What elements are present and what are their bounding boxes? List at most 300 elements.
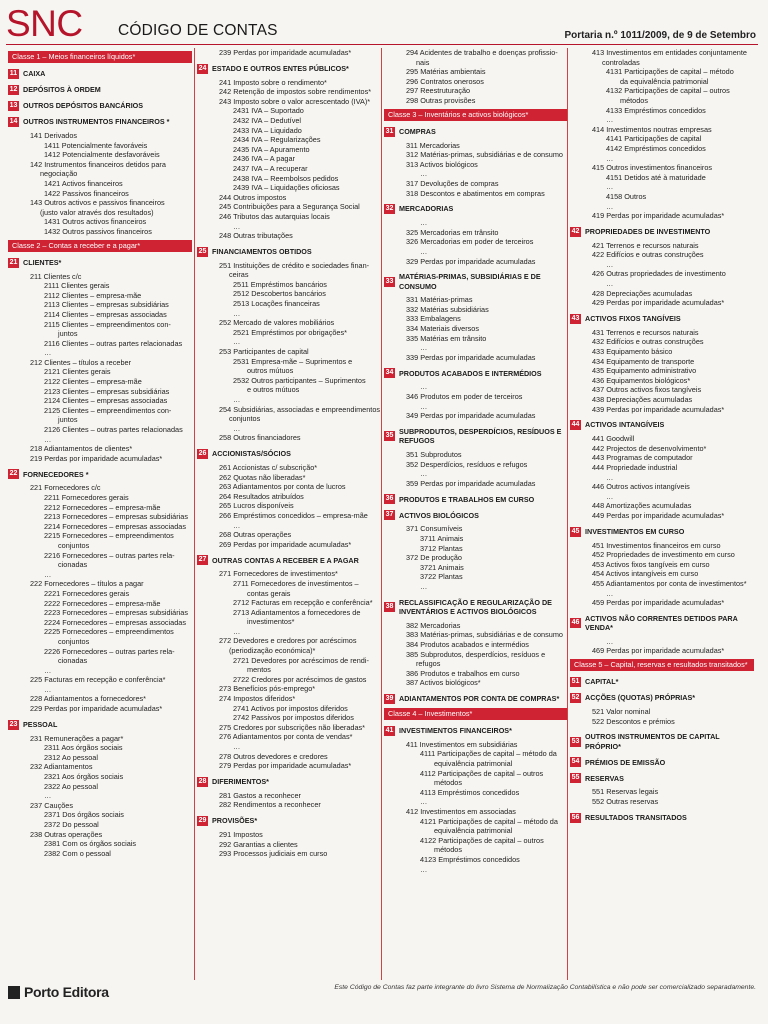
account-entry: 335 Matérias em trânsito [406, 333, 487, 343]
portaria-reference: Portaria n.º 1011/2009, de 9 de Setembro [564, 30, 756, 41]
account-number-badge: 29 [198, 816, 207, 824]
account-entry: 359 Perdas por imparidade acumuladas [406, 478, 536, 488]
account-entry: 2531 Empresa-mãe – Suprimentos e [233, 356, 353, 366]
account-entry: 332 Matérias subsidiárias [406, 304, 489, 314]
account-number-badge: 23 [9, 720, 18, 728]
column-1 [8, 48, 192, 978]
account-entry: 429 Perdas por imparidade acumuladas* [592, 298, 725, 308]
ellipsis: … [44, 434, 52, 444]
ellipsis: … [420, 218, 428, 228]
account-heading [570, 314, 754, 324]
account-entry: 438 Depreciações acumuladas [592, 395, 693, 404]
account-entry: 281 Gastos a reconhecer [219, 790, 301, 800]
account-entry: 1411 Potencialmente favoráveis [44, 140, 148, 150]
account-entry: conjuntos [229, 414, 261, 424]
account-entry: 419 Perdas por imparidade acumuladas* [592, 211, 725, 221]
account-number-badge: 39 [385, 694, 394, 702]
account-entry: conjuntos [58, 636, 90, 646]
account-number-badge: 12 [9, 86, 18, 93]
account-entry: 291 Impostos [219, 829, 263, 839]
account-entry: 282 Rendimentos a reconhecer [219, 800, 321, 810]
publisher-name: Porto Editora [24, 984, 109, 1000]
footer [8, 982, 758, 1006]
account-entry: 415 Outros investimentos financeiros [592, 163, 713, 173]
account-label: OUTRAS CONTAS A RECEBER E A PAGAR [212, 555, 359, 565]
account-entry: 2221 Fornecedores gerais [44, 588, 130, 598]
account-entry: 2382 Com o pessoal [44, 848, 111, 858]
account-heading [384, 598, 567, 617]
account-entry: 2713 Adiantamentos a fornecedores de [233, 607, 361, 617]
account-entry: 351 Subprodutos [406, 450, 462, 459]
ellipsis: … [606, 182, 614, 192]
account-label: COMPRAS [399, 126, 436, 136]
account-entry: 4142 Empréstimos concedidos [606, 143, 706, 153]
account-entry: 2371 Dos órgãos sociais [44, 810, 124, 820]
account-entry: 295 Matérias ambientais [406, 67, 486, 77]
account-heading [384, 726, 567, 736]
account-entry: 229 Perdas por imparidade acumuladas* [30, 704, 163, 714]
account-entry: equivalência patrimonial [434, 759, 513, 769]
account-entry: 2521 Empréstimos por obrigações* [233, 327, 347, 337]
account-heading [570, 757, 754, 767]
account-entry: 432 Edifícios e outras construções [592, 337, 704, 347]
account-entry: 413 Investimentos em entidades conjuntamente [592, 48, 747, 57]
class-heading: Classe 5 – Capital, reservas e resultados transitados* [570, 659, 754, 671]
account-entry: 443 Programas de computador [592, 453, 693, 463]
account-number-badge: 35 [385, 432, 394, 440]
account-entry: 266 Empréstimos concedidos – empresa-mãe [219, 510, 368, 520]
account-entry: 428 Depreciações acumuladas [592, 288, 693, 298]
account-entry: 2721 Devedores por acréscimos de rendi- [233, 655, 369, 665]
account-heading [384, 272, 567, 291]
account-entry: 2225 Fornecedores – empreendimentos [44, 627, 174, 637]
account-entry: 453 Activos fixos tangíveis em curso [592, 559, 710, 569]
account-number-badge: 52 [571, 694, 580, 702]
account-entry: 412 Investimentos em associadas [406, 807, 516, 817]
ellipsis: … [44, 348, 52, 358]
account-entry: 242 Retenção de impostos sobre rendimentos* [219, 87, 372, 97]
account-entry: 434 Equipamento de transporte [592, 356, 695, 366]
account-entry: 246 Tributos das autarquias locais [219, 211, 330, 221]
account-entry: 334 Materiais diversos [406, 324, 480, 334]
account-entry: 278 Outros devedores e credores [219, 751, 328, 761]
account-entry: 2312 Ao pessoal [44, 752, 98, 762]
account-entry: 2439 IVA – Liquidações oficiosas [233, 183, 340, 193]
ellipsis: … [606, 153, 614, 163]
column-divider [567, 48, 568, 980]
account-label: CAIXA [23, 69, 46, 79]
account-entry: da equivalência patrimonial [620, 76, 709, 86]
account-entry: 433 Equipamento básico [592, 347, 673, 357]
account-entry: 426 Outras propriedades de investimento [592, 269, 726, 279]
account-entry: 387 Activos biológicos* [406, 678, 481, 688]
account-entry: 3711 Animais [420, 533, 464, 543]
ellipsis: … [44, 569, 52, 579]
snc-logo: SNC [6, 3, 83, 44]
account-label: PROPRIEDADES DE INVESTIMENTO [585, 226, 711, 236]
account-entry: 219 Perdas por imparidade acumuladas* [30, 453, 163, 463]
account-heading [570, 420, 754, 430]
account-label: ACCIONISTAS/SÓCIOS [212, 449, 291, 459]
document-title: CÓDIGO DE CONTAS [118, 22, 278, 39]
account-entry: 4122 Participações de capital – outros [420, 835, 544, 845]
account-label: PESSOAL [23, 719, 58, 729]
account-entry: 313 Activos biológicos [406, 159, 478, 169]
ellipsis: … [44, 684, 52, 694]
account-entry: 3722 Plantas [420, 572, 463, 582]
account-entry: 442 Projectos de desenvolvimento* [592, 443, 707, 453]
account-entry: 244 Outros impostos [219, 192, 287, 202]
ellipsis: … [606, 636, 614, 646]
account-entry: 459 Perdas por imparidade acumuladas* [592, 598, 725, 608]
account-label: DIFERIMENTOS* [212, 776, 269, 786]
ellipsis: … [44, 791, 52, 801]
account-entry: 292 Garantias a clientes [219, 839, 298, 849]
ellipsis: … [420, 401, 428, 411]
ellipsis: … [233, 221, 241, 231]
account-entry: cionadas [58, 656, 88, 666]
account-number-badge: 43 [571, 314, 580, 322]
account-label: SUBPRODUTOS, DESPERDÍCIOS, RESÍDUOS E REFUGOS [399, 426, 562, 446]
publisher-mark-icon [8, 986, 20, 999]
account-entry: 2114 Clientes – empresas associadas [44, 309, 167, 319]
account-entry: 275 Credores por subscrições não liberadas* [219, 722, 366, 732]
account-entry: 2435 IVA – Apuramento [233, 144, 310, 154]
column-2 [197, 48, 380, 978]
footer-note: Este Código de Contas faz parte integrante do livro Sistema de Normalização Contabilística e não pode ser comercializado separadamente. [334, 984, 756, 991]
account-heading [570, 677, 754, 687]
account-entry: 1421 Activos financeiros [44, 178, 123, 188]
account-entry: 2115 Clientes – empreendimentos con- [44, 319, 171, 329]
account-entry: 326 Mercadorias em poder de terceiros [406, 237, 534, 247]
account-entry: 263 Adiantamentos por conta de lucros [219, 482, 346, 492]
account-entry: 2711 Fornecedores de investimentos – [233, 578, 359, 588]
account-entry: 2123 Clientes – empresas subsidiárias [44, 386, 170, 396]
account-entry: 2216 Fornecedores – outras partes rela- [44, 550, 175, 560]
account-number-badge: 36 [385, 495, 394, 503]
account-label: OUTROS DEPÓSITOS BANCÁRIOS [23, 101, 144, 111]
account-number-badge: 24 [198, 64, 207, 72]
account-entry: métodos [434, 778, 462, 788]
account-entry: ceiras [229, 270, 249, 280]
account-entry: 446 Outros activos intangíveis [592, 482, 690, 492]
ellipsis: … [420, 169, 428, 179]
account-entry: 2438 IVA – Reembolsos pedidos [233, 173, 339, 183]
account-label: ADIANTAMENTOS POR CONTA DE COMPRAS* [399, 694, 560, 704]
account-entry: juntos [58, 415, 78, 425]
account-label: PRODUTOS E TRABALHOS EM CURSO [399, 494, 535, 504]
account-heading [197, 816, 380, 826]
account-entry: 346 Produtos em poder de terceiros [406, 392, 523, 402]
account-entry: 272 Devedores e credores por acréscimos [219, 636, 357, 646]
account-entry: 4141 Participações de capital [606, 134, 702, 144]
account-number-badge: 22 [9, 470, 18, 478]
account-heading [384, 494, 567, 504]
account-label: MATÉRIAS-PRIMAS, SUBSIDIÁRIAS E DE CONSUMO [399, 272, 541, 291]
account-label: INVESTIMENTOS FINANCEIROS* [399, 726, 512, 736]
account-entry: 455 Adiantamentos por conta de investimentos* [592, 578, 747, 588]
account-number-badge: 45 [571, 527, 580, 535]
account-entry: 298 Outras provisões [406, 95, 476, 105]
account-entry: 296 Contratos onerosos [406, 76, 484, 86]
account-entry: 469 Perdas por imparidade acumuladas* [592, 646, 725, 656]
account-entry: 329 Perdas por imparidade acumuladas [406, 256, 536, 266]
account-number-badge: 13 [9, 102, 18, 109]
account-entry: (periodização económica)* [229, 646, 316, 656]
class-heading: Classe 1 – Meios financeiros líquidos* [8, 51, 192, 63]
account-entry: 258 Outros financiadores [219, 433, 301, 443]
column-divider [194, 48, 195, 980]
account-entry: 414 Investimentos noutras empresas [592, 124, 712, 134]
account-number-badge: 14 [9, 118, 18, 125]
header-rule [6, 44, 758, 45]
account-entry: métodos [620, 95, 648, 105]
account-label: FINANCIAMENTOS OBTIDOS [212, 246, 312, 256]
account-entry: 2742 Passivos por impostos diferidos [233, 713, 354, 723]
account-heading [570, 813, 754, 823]
ellipsis: … [233, 626, 241, 636]
ellipsis: … [233, 520, 241, 530]
account-heading [8, 469, 192, 479]
account-entry: 228 Adiantamentos a fornecedores* [30, 694, 147, 704]
account-entry: métodos [434, 845, 462, 855]
account-entry: 238 Outras operações [30, 829, 103, 839]
account-heading [197, 555, 380, 565]
account-heading [384, 427, 567, 446]
account-entry: 271 Fornecedores de investimentos* [219, 569, 338, 579]
column-divider [381, 48, 382, 980]
account-number-badge: 56 [571, 813, 580, 821]
account-entry: 2311 Aos órgãos sociais [44, 743, 123, 753]
account-entry: 221 Fornecedores c/c [30, 483, 101, 493]
ellipsis: … [420, 469, 428, 479]
account-number-badge: 53 [571, 737, 580, 745]
account-entry: 437 Outros activos fixos tangíveis [592, 385, 702, 395]
account-heading [570, 227, 754, 237]
account-entry: 2381 Com os órgãos sociais [44, 839, 137, 849]
account-entry: 2321 Aos órgãos sociais [44, 772, 124, 782]
account-entry: 382 Mercadorias [406, 620, 461, 630]
account-entry: 265 Lucros disponíveis [219, 501, 294, 511]
account-entry: 2511 Empréstimos bancários [233, 279, 327, 289]
account-entry: 2433 IVA – Liquidado [233, 125, 302, 135]
account-entry: 222 Fornecedores – títulos a pagar [30, 579, 144, 589]
account-entry: 254 Subsidiárias, associadas e empreendimentos [219, 404, 380, 414]
account-entry: 439 Perdas por imparidade acumuladas* [592, 404, 725, 414]
account-entry: 325 Mercadorias em trânsito [406, 227, 499, 237]
account-entry: 372 De produção [406, 553, 462, 563]
account-entry: 1432 Outros passivos financeiros [44, 226, 152, 236]
account-entry: controladas [602, 57, 640, 67]
account-entry: investimentos* [247, 617, 295, 627]
account-entry: 251 Instituições de crédito e sociedades finan- [219, 260, 370, 270]
account-entry: 521 Valor nominal [592, 707, 651, 717]
account-entry: 386 Produtos e trabalhos em curso [406, 668, 520, 678]
ellipsis: … [420, 864, 428, 874]
account-label: ACTIVOS NÃO CORRENTES DETIDOS PARA VENDA* [585, 613, 738, 633]
ellipsis: … [233, 742, 241, 751]
account-entry: 441 Goodwill [592, 434, 635, 444]
account-entry: 454 Activos intangíveis em curso [592, 569, 699, 579]
account-entry: 522 Descontos e prémios [592, 716, 675, 726]
account-entry: 4111 Participações de capital – método da [420, 749, 557, 759]
account-entry: 349 Perdas por imparidade acumuladas [406, 411, 536, 421]
account-heading [570, 693, 754, 703]
account-number-badge: 34 [385, 369, 394, 377]
ellipsis: … [606, 279, 614, 289]
account-entry: 352 Desperdícios, resíduos e refugos [406, 459, 528, 469]
account-label: PRÉMIOS DE EMISSÃO [585, 757, 666, 767]
account-entry: 2512 Descobertos bancários [233, 289, 326, 299]
account-entry: juntos [58, 329, 78, 339]
account-entry: 2212 Fornecedores – empresa-mãe [44, 502, 161, 512]
account-entry: 4158 Outros [606, 191, 647, 201]
account-heading [384, 127, 567, 137]
account-entry: 385 Subprodutos, desperdícios, resíduos e [406, 649, 546, 659]
account-entry: 274 Impostos diferidos* [219, 694, 296, 704]
account-label: CAPITAL* [585, 677, 619, 687]
account-entry: 2722 Credores por acréscimos de gastos [233, 674, 367, 684]
ellipsis: … [606, 472, 614, 482]
account-number-badge: 44 [571, 421, 580, 429]
account-label: INVESTIMENTOS EM CURSO [585, 526, 685, 536]
ellipsis: … [420, 581, 428, 591]
account-entry: 237 Cauções [30, 800, 74, 810]
account-entry: e outros mútuos [247, 385, 300, 395]
account-heading [8, 720, 192, 730]
account-entry: refugos [416, 659, 441, 669]
account-entry: 2124 Clientes – empresas associadas [44, 396, 168, 406]
account-entry: 2116 Clientes – outras partes relacionadas [44, 338, 183, 348]
account-entry: 269 Perdas por imparidade acumuladas* [219, 539, 352, 549]
account-heading [570, 614, 754, 633]
account-entry: 2436 IVA – A pagar [233, 154, 295, 164]
account-entry: 317 Devoluções de compras [406, 178, 499, 188]
account-number-badge: 42 [571, 227, 580, 235]
account-number-badge: 28 [198, 777, 207, 785]
account-heading [570, 773, 754, 783]
account-entry: 2211 Fornecedores gerais [44, 493, 129, 502]
account-entry: 318 Descontos e abatimentos em compras [406, 188, 545, 198]
account-entry: 239 Perdas por imparidade acumuladas* [219, 48, 352, 57]
account-entry: 297 Reestruturação [406, 86, 471, 96]
account-entry: 2113 Clientes – empresas subsidiárias [44, 300, 169, 310]
account-entry: 2437 IVA – A recuperar [233, 163, 308, 173]
account-entry: 245 Contribuições para a Segurança Social [219, 202, 360, 212]
account-entry: 253 Participantes de capital [219, 347, 309, 357]
account-entry: 4123 Empréstimos concedidos [420, 855, 520, 864]
account-entry: 384 Produtos acabados e intermédios [406, 639, 529, 649]
ellipsis: … [233, 308, 241, 318]
account-entry: 449 Perdas por imparidade acumuladas* [592, 510, 725, 520]
account-entry: 218 Adiantamentos de clientes* [30, 444, 133, 454]
account-entry: 2322 Ao pessoal [44, 781, 98, 791]
account-number-badge: 32 [385, 205, 394, 213]
column-3 [384, 48, 567, 978]
account-entry: 371 Consumíveis [406, 524, 463, 534]
account-heading [384, 204, 567, 214]
ellipsis: … [420, 343, 428, 353]
account-entry: 2513 Locações financeiras [233, 299, 320, 309]
ellipsis: … [420, 246, 428, 256]
account-entry: 143 Outros activos e passivos financeiros [30, 198, 165, 208]
class-heading: Classe 4 – Investimentos* [384, 708, 567, 720]
account-entry: 261 Accionistas c/ subscrição* [219, 462, 318, 472]
account-entry: 2432 IVA – Dedutível [233, 115, 302, 125]
account-entry: 262 Quotas não liberadas* [219, 472, 306, 482]
account-entry: 2372 Do pessoal [44, 820, 99, 829]
account-entry: 2213 Fornecedores – empresas subsidiárias [44, 512, 188, 522]
account-entry: 2741 Activos por impostos diferidos [233, 703, 348, 713]
account-entry: 331 Matérias-primas [406, 295, 473, 305]
account-entry: 2214 Fornecedores – empresas associadas [44, 521, 186, 531]
account-number-badge: 41 [385, 726, 394, 734]
account-entry: 4113 Empréstimos concedidos [420, 787, 520, 797]
account-entry: 4151 Detidos até à maturidade [606, 172, 706, 182]
account-entry: 212 Clientes – títulos a receber [30, 357, 131, 367]
account-heading [384, 694, 567, 704]
account-label: OUTROS INSTRUMENTOS FINANCEIROS * [23, 117, 170, 127]
account-heading [197, 64, 380, 74]
account-label: FORNECEDORES * [23, 469, 89, 479]
account-entry: 248 Outras tributações [219, 231, 293, 241]
account-entry: 252 Mercado de valores mobiliários [219, 318, 335, 328]
account-label: RECLASSIFICAÇÃO E REGULARIZAÇÃO DE INVENTÁRIOS E ACTIVOS BIOLÓGICOS [399, 597, 552, 617]
account-number-badge: 21 [9, 258, 18, 266]
account-number-badge: 25 [198, 247, 207, 255]
account-heading [570, 732, 754, 751]
ellipsis: … [44, 665, 52, 675]
account-number-badge: 11 [9, 70, 18, 77]
account-entry: 435 Equipamento administrativo [592, 366, 697, 376]
account-label: PROVISÕES* [212, 816, 258, 826]
account-entry: 551 Reservas legais [592, 787, 659, 797]
account-entry: 264 Resultados atribuídos [219, 491, 304, 501]
account-entry: 276 Adiantamentos por conta de vendas* [219, 732, 353, 742]
account-label: RESULTADOS TRANSITADOS [585, 812, 687, 822]
account-entry: 2222 Fornecedores – empresa-mãe [44, 598, 161, 608]
account-number-badge: 33 [385, 277, 394, 285]
account-entry: (justo valor através dos resultados) [40, 207, 154, 217]
account-heading [384, 368, 567, 378]
account-entry: 436 Equipamentos biológicos* [592, 375, 691, 385]
ellipsis: … [606, 201, 614, 211]
account-entry: negociação [40, 169, 78, 179]
account-label: PRODUTOS ACABADOS E INTERMÉDIOS [399, 368, 542, 378]
account-label: ACTIVOS FIXOS TANGÍVEIS [585, 314, 681, 324]
account-heading [197, 777, 380, 787]
ellipsis: … [420, 382, 428, 392]
account-entry: 1422 Passivos financeiros [44, 188, 129, 198]
account-entry: 211 Clientes c/c [30, 271, 82, 281]
account-label: ACÇÕES (QUOTAS) PRÓPRIAS* [585, 693, 696, 703]
account-heading [8, 85, 192, 95]
account-entry: equivalência patrimonial [434, 826, 513, 836]
account-number-badge: 46 [571, 619, 580, 627]
class-heading: Classe 2 – Contas a receber e a pagar* [8, 240, 192, 252]
account-entry: 4112 Participações de capital – outros [420, 768, 544, 778]
account-number-badge: 55 [571, 774, 580, 782]
account-entry: 4131 Participações de capital – método [606, 67, 734, 77]
ellipsis: … [233, 423, 241, 433]
account-entry: 2126 Clientes – outras partes relacionadas [44, 425, 183, 435]
account-entry: 431 Terrenos e recursos naturais [592, 327, 699, 337]
ellipsis: … [606, 259, 614, 269]
ellipsis: … [606, 491, 614, 501]
account-entry: 421 Terrenos e recursos naturais [592, 240, 699, 250]
account-entry: 333 Embalagens [406, 314, 461, 324]
account-number-badge: 27 [198, 556, 207, 564]
